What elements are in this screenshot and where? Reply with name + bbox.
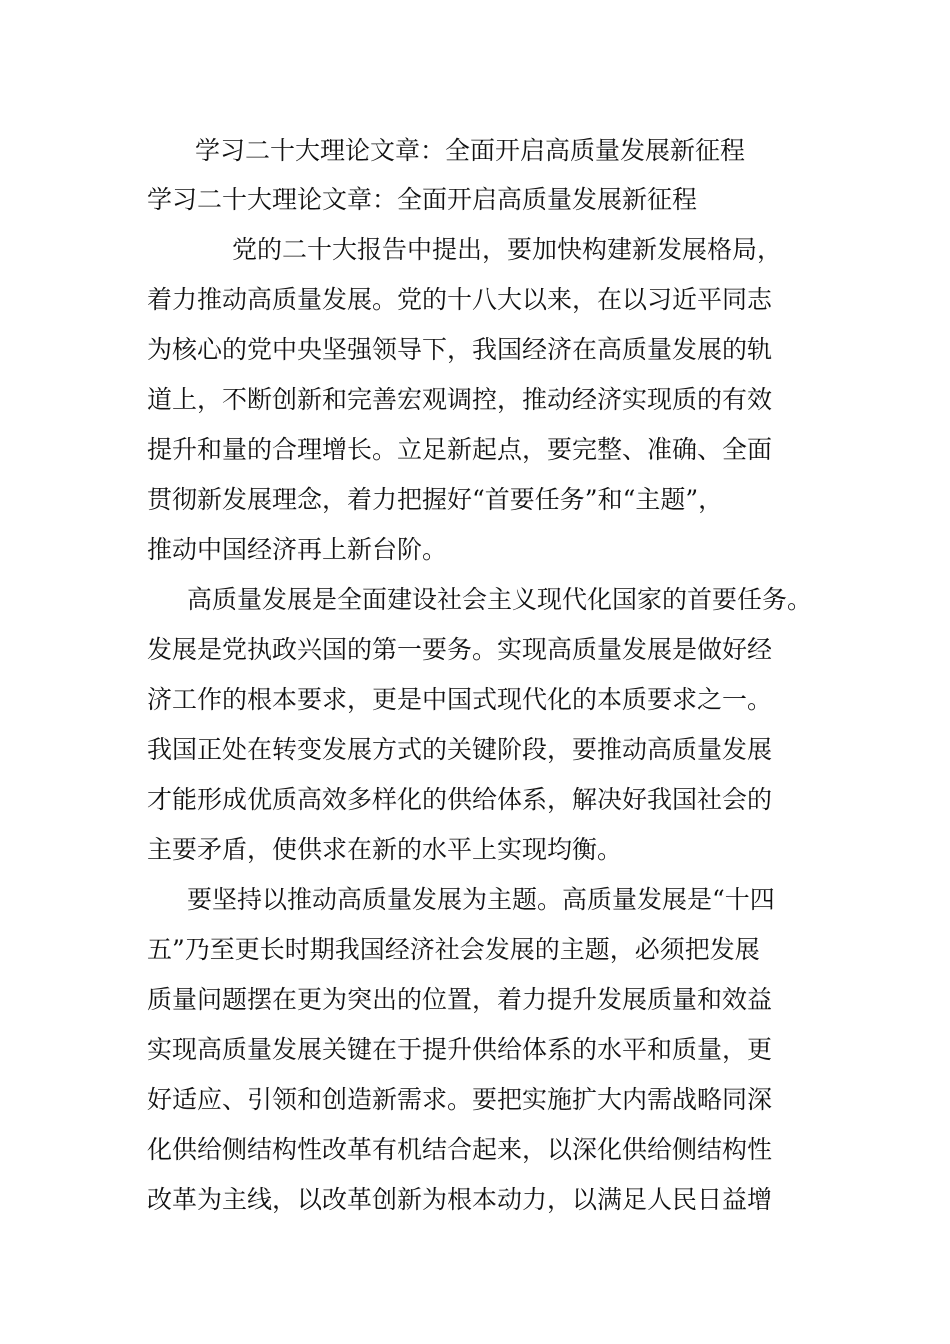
paragraph-line: 党的二十大报告中提出，要加快构建新发展格局， <box>232 235 783 264</box>
paragraph-line: 济工作的根本要求，更是中国式现代化的本质要求之一。 <box>147 685 773 714</box>
paragraph-line: 才能形成优质高效多样化的供给体系，解决好我国社会的 <box>147 785 773 814</box>
paragraph-line: 五”乃至更长时期我国经济社会发展的主题，必须把发展 <box>147 935 760 964</box>
paragraph-line: 发展是党执政兴国的第一要务。实现高质量发展是做好经 <box>147 635 773 664</box>
paragraph-line: 要坚持以推动高质量发展为主题。高质量发展是“十四 <box>187 885 775 914</box>
paragraph-line: 高质量发展是全面建设社会主义现代化国家的首要任务。 <box>187 585 813 614</box>
document-subtitle: 学习二十大理论文章：全面开启高质量发展新征程 <box>147 185 698 214</box>
paragraph-line: 为核心的党中央坚强领导下，我国经济在高质量发展的轨 <box>147 335 773 364</box>
paragraph-line: 推动中国经济再上新台阶。 <box>147 535 448 564</box>
paragraph-line: 质量问题摆在更为突出的位置，着力提升发展质量和效益 <box>147 985 773 1014</box>
paragraph-line: 好适应、引领和创造新需求。要把实施扩大内需战略同深 <box>147 1085 773 1114</box>
paragraph-line: 道上，不断创新和完善宏观调控，推动经济实现质的有效 <box>147 385 773 414</box>
paragraph-line: 改革为主线，以改革创新为根本动力，以满足人民日益增 <box>147 1185 773 1214</box>
document-title: 学习二十大理论文章：全面开启高质量发展新征程 <box>195 136 746 165</box>
paragraph-line: 着力推动高质量发展。党的十八大以来，在以习近平同志 <box>147 285 773 314</box>
paragraph-line: 化供给侧结构性改革有机结合起来，以深化供给侧结构性 <box>147 1135 773 1164</box>
paragraph-line: 贯彻新发展理念，着力把握好“首要任务”和“主题”， <box>147 485 724 514</box>
paragraph-line: 提升和量的合理增长。立足新起点，要完整、准确、全面 <box>147 435 773 464</box>
paragraph-line: 主要矛盾，使供求在新的水平上实现均衡。 <box>147 835 623 864</box>
paragraph-line: 实现高质量发展关键在于提升供给体系的水平和质量，更 <box>147 1035 773 1064</box>
paragraph-line: 我国正处在转变发展方式的关键阶段，要推动高质量发展 <box>147 735 773 764</box>
